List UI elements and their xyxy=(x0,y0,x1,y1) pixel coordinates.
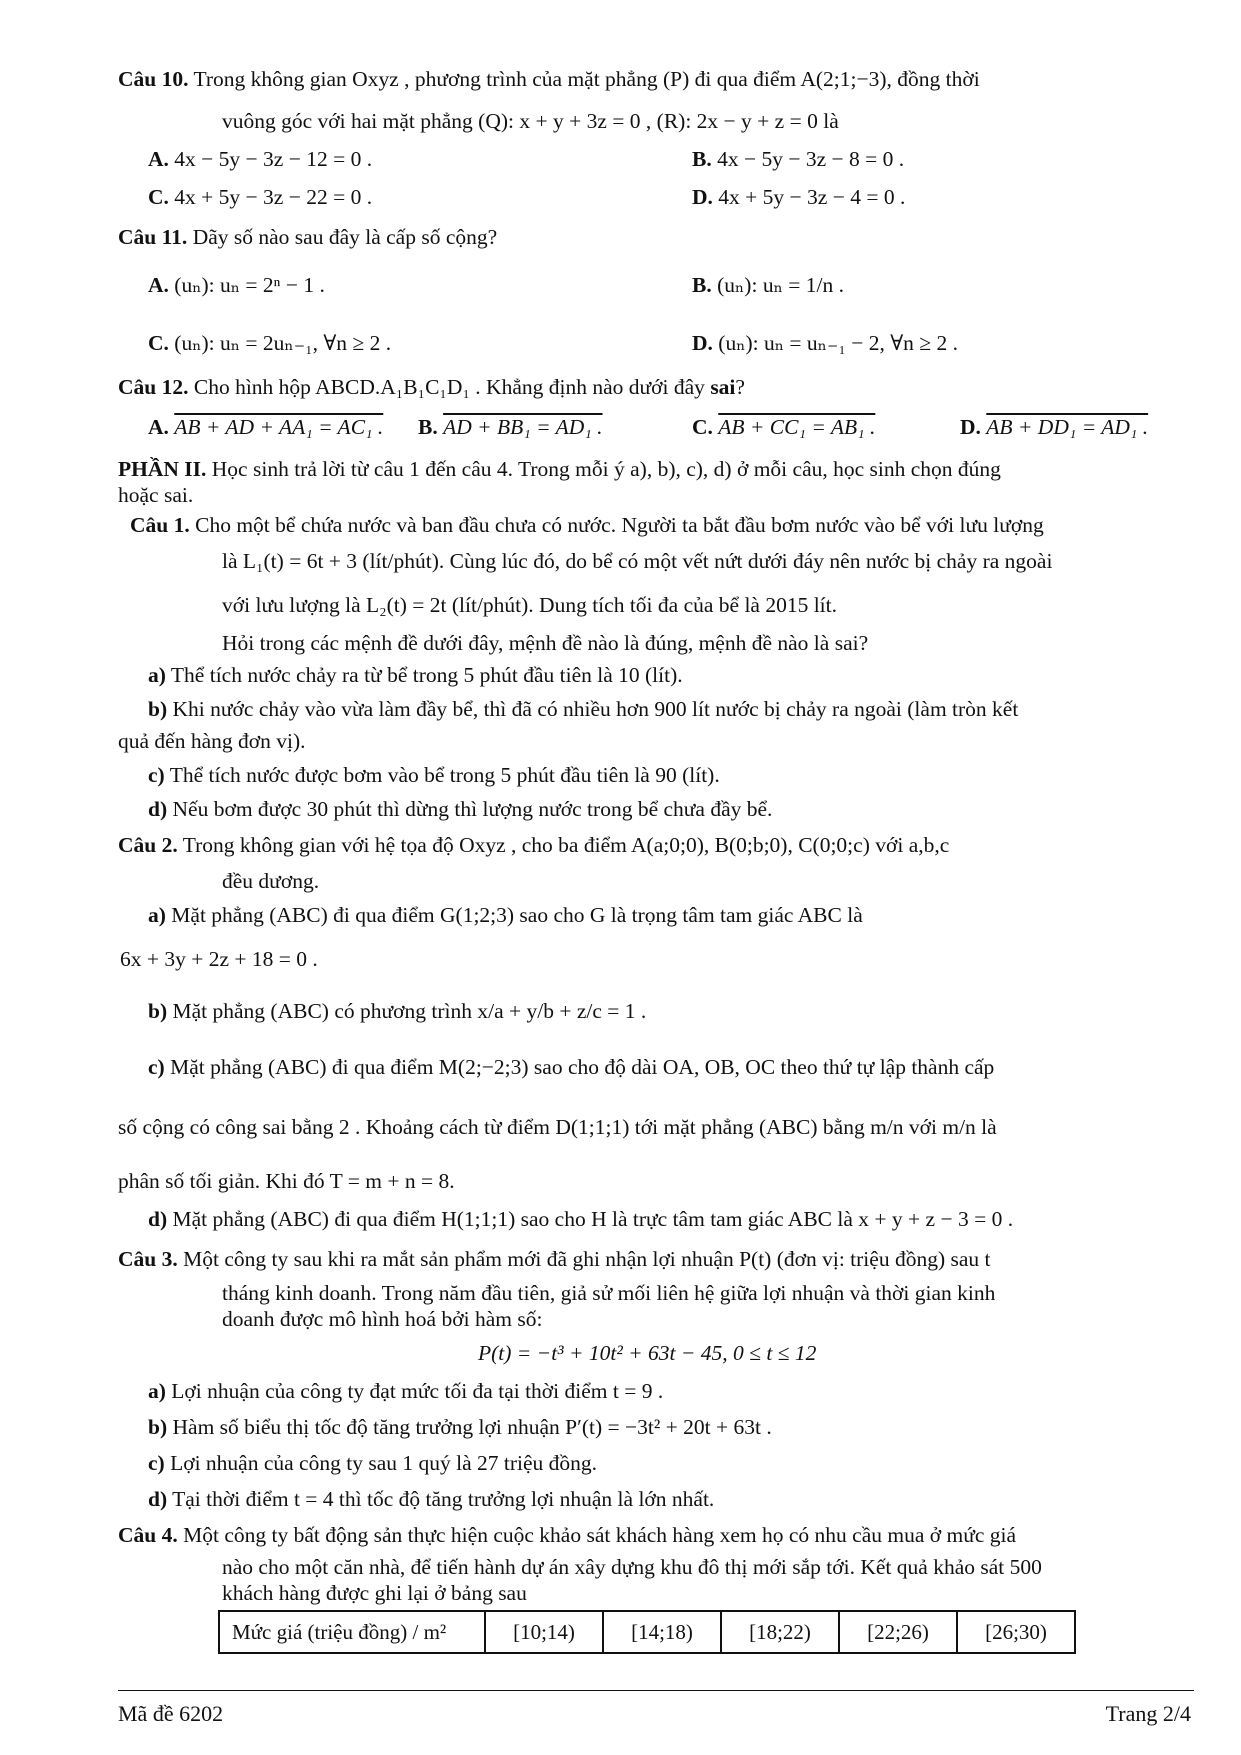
option-value: (uₙ): uₙ = 1/n . xyxy=(717,273,844,297)
item-key: c) xyxy=(148,1055,165,1079)
p2-label: Câu 2. xyxy=(118,833,178,857)
q11-stem xyxy=(118,224,497,251)
item-key: b) xyxy=(148,999,168,1023)
table-row xyxy=(219,1611,1075,1653)
q12-emphasis: sai xyxy=(710,375,736,399)
option-value: 4x + 5y − 3z − 22 = 0 . xyxy=(174,185,373,209)
table-cell: [18;22) xyxy=(721,1611,839,1653)
option-key: C. xyxy=(148,185,169,209)
table-cell: [22;26) xyxy=(839,1611,957,1653)
p2-item-d xyxy=(148,1206,1013,1233)
q10-text-1: Trong không gian Oxyz , phương trình của mặt phẳng (P) đi qua điểm A(2;1;−3), đồng thời xyxy=(193,67,980,91)
q12-stem xyxy=(118,374,745,401)
table-cell: [14;18) xyxy=(603,1611,721,1653)
p3-stem-line3: doanh được mô hình hoá bởi hàm số: xyxy=(222,1307,543,1331)
p4-label: Câu 4. xyxy=(118,1523,178,1547)
p4-stem-line2: nào cho một căn nhà, để tiến hành dự án xây dựng khu đô thị mới sắp tới. Kết quả khảo sát 500 xyxy=(222,1555,1042,1579)
p2-item-a-cont: 6x + 3y + 2z + 18 = 0 . xyxy=(120,947,318,971)
p2-item-a xyxy=(148,902,863,929)
p3-item-a xyxy=(148,1378,663,1405)
option-value: AD + BB₁ = AD₁ . xyxy=(443,415,603,439)
option-key: B. xyxy=(418,415,438,439)
item-key: b) xyxy=(148,697,168,721)
item-text: Mặt phẳng (ABC) có phương trình x/a + y/b + z/c = 1 . xyxy=(172,999,647,1023)
item-key: d) xyxy=(148,1207,168,1231)
p1-text: Cho một bể chứa nước và ban đầu chưa có nước. Người ta bắt đầu bơm nước vào bể với lưu lượng xyxy=(195,513,1044,537)
item-text: Khi nước chảy vào vừa làm đầy bể, thì đã có nhiều hơn 900 lít nước bị chảy ra ngoài (làm tròn kết xyxy=(172,697,1019,721)
part2-text: Học sinh trả lời từ câu 1 đến câu 4. Trong mỗi ý a), b), c), d) ở mỗi câu, học sinh chọn đúng xyxy=(211,457,1001,481)
q10-option-b xyxy=(692,146,904,173)
p2-item-b xyxy=(148,998,646,1025)
p3-stem-line2: tháng kinh doanh. Trong năm đầu tiên, giả sử mối liên hệ giữa lợi nhuận và thời gian kinh xyxy=(222,1281,996,1305)
item-key: a) xyxy=(148,903,166,927)
q12-text-end: ? xyxy=(735,375,745,399)
p3-item-c xyxy=(148,1450,597,1477)
option-key: C. xyxy=(148,331,169,355)
option-key: A. xyxy=(148,147,169,171)
item-key: d) xyxy=(148,797,168,821)
part2-label: PHẦN II. xyxy=(118,457,207,481)
p2-stem-line1 xyxy=(118,832,949,859)
p3-item-d xyxy=(148,1486,714,1513)
item-key: b) xyxy=(148,1415,168,1439)
q12-option-d xyxy=(960,414,1148,441)
p3-label: Câu 3. xyxy=(118,1247,178,1271)
q11-option-c xyxy=(148,330,391,357)
part2-heading xyxy=(118,456,1001,483)
p2-item-c-cont2: phân số tối giản. Khi đó T = m + n = 8. xyxy=(118,1169,455,1193)
p3-stem-line1 xyxy=(118,1246,991,1273)
item-text: Lợi nhuận của công ty đạt mức tối đa tại thời điểm t = 9 . xyxy=(171,1379,664,1403)
q10-label: Câu 10. xyxy=(118,67,189,91)
q11-option-d xyxy=(692,330,958,357)
option-key: C. xyxy=(692,415,713,439)
option-value: (uₙ): uₙ = uₙ₋₁ − 2, ∀n ≥ 2 . xyxy=(718,331,958,355)
item-key: a) xyxy=(148,1379,166,1403)
p1-item-b-cont: quả đến hàng đơn vị). xyxy=(118,729,306,753)
p1-item-a xyxy=(148,662,683,689)
item-key: d) xyxy=(148,1487,168,1511)
item-text: Mặt phẳng (ABC) đi qua điểm G(1;2;3) sao cho G là trọng tâm tam giác ABC là xyxy=(171,903,863,927)
p1-item-b xyxy=(148,696,1018,723)
q12-text: Cho hình hộp ABCD.A₁B₁C₁D₁ . Khẳng định nào dưới đây xyxy=(193,375,705,399)
table-cell: [26;30) xyxy=(957,1611,1075,1653)
q11-label: Câu 11. xyxy=(118,225,188,249)
p1-stem-line3: với lưu lượng là L₂(t) = 2t (lít/phút). Dung tích tối đa của bể là 2015 lít. xyxy=(222,593,838,617)
option-value: 4x + 5y − 3z − 4 = 0 . xyxy=(718,185,906,209)
table-header-cell: Mức giá (triệu đồng) / m² xyxy=(219,1611,485,1653)
q12-option-c xyxy=(692,414,875,441)
q10-stem-line2: vuông góc với hai mặt phẳng (Q): x + y + 3z = 0 , (R): 2x − y + z = 0 là xyxy=(222,109,839,133)
item-key: a) xyxy=(148,663,166,687)
option-value: (uₙ): uₙ = 2uₙ₋₁, ∀n ≥ 2 . xyxy=(174,331,392,355)
p1-label: Câu 1. xyxy=(130,513,190,537)
p1-item-d xyxy=(148,796,772,823)
p4-stem-line1 xyxy=(118,1522,1016,1549)
p3-item-b xyxy=(148,1414,772,1441)
item-key: c) xyxy=(148,1451,165,1475)
q11-text: Dãy số nào sau đây là cấp số cộng? xyxy=(192,225,498,249)
p3-text: Một công ty sau khi ra mắt sản phẩm mới đã ghi nhận lợi nhuận P(t) (đơn vị: triệu đồng) sau t xyxy=(183,1247,991,1271)
option-key: D. xyxy=(960,415,981,439)
p2-text: Trong không gian với hệ tọa độ Oxyz , cho ba điểm A(a;0;0), B(0;b;0), C(0;0;c) với a,b,c xyxy=(182,833,950,857)
item-text: Mặt phẳng (ABC) đi qua điểm M(2;−2;3) sao cho độ dài OA, OB, OC theo thứ tự lập thành cấp xyxy=(170,1055,995,1079)
p4-text: Một công ty bất động sản thực hiện cuộc khảo sát khách hàng xem họ có nhu cầu mua ở mức giá xyxy=(183,1523,1017,1547)
item-text: Hàm số biểu thị tốc độ tăng trưởng lợi nhuận P′(t) = −3t² + 20t + 63t . xyxy=(172,1415,772,1439)
footer-divider xyxy=(118,1690,1194,1691)
q12-option-b xyxy=(418,414,603,441)
p2-item-c xyxy=(148,1054,994,1081)
q10-option-a xyxy=(148,146,372,173)
item-text: Thể tích nước chảy ra từ bể trong 5 phút đầu tiên là 10 (lít). xyxy=(170,663,683,687)
option-value: 4x − 5y − 3z − 8 = 0 . xyxy=(717,147,905,171)
item-text: Nếu bơm được 30 phút thì dừng thì lượng nước trong bể chưa đầy bể. xyxy=(172,797,773,821)
item-text: Mặt phẳng (ABC) đi qua điểm H(1;1;1) sao cho H là trực tâm tam giác ABC là x + y + z − 3 = 0 . xyxy=(172,1207,1014,1231)
option-key: A. xyxy=(148,415,169,439)
p1-stem-line4: Hỏi trong các mệnh đề dưới đây, mệnh đề nào là đúng, mệnh đề nào là sai? xyxy=(222,631,869,655)
p1-item-c xyxy=(148,762,720,789)
option-key: B. xyxy=(692,147,712,171)
item-key: c) xyxy=(148,763,165,787)
q10-option-c xyxy=(148,184,372,211)
part2-line2: hoặc sai. xyxy=(118,483,194,507)
p1-stem-line1 xyxy=(130,512,1044,539)
q11-option-a xyxy=(148,272,325,299)
q10-stem-line1 xyxy=(118,66,980,93)
item-text: Thể tích nước được bơm vào bể trong 5 phút đầu tiên là 90 (lít). xyxy=(169,763,720,787)
q12-label: Câu 12. xyxy=(118,375,189,399)
exam-code: Mã đề 6202 xyxy=(118,1701,224,1726)
p2-stem-line2: đều dương. xyxy=(222,869,320,893)
option-value: 4x − 5y − 3z − 12 = 0 . xyxy=(174,147,373,171)
option-key: D. xyxy=(692,331,713,355)
option-value: AB + CC₁ = AB₁ . xyxy=(718,415,876,439)
q10-option-d xyxy=(692,184,905,211)
price-survey-table xyxy=(218,1610,1076,1654)
item-text: Tại thời điểm t = 4 thì tốc độ tăng trưởng lợi nhuận là lớn nhất. xyxy=(172,1487,715,1511)
p3-formula: P(t) = −t³ + 10t² + 63t − 45, 0 ≤ t ≤ 12 xyxy=(478,1341,817,1365)
p1-stem-line2: là L₁(t) = 6t + 3 (lít/phút). Cùng lúc đó, do bể có một vết nứt dưới đáy nên nước bị chảy ra ngoài xyxy=(222,549,1053,573)
p4-stem-line3: khách hàng được ghi lại ở bảng sau xyxy=(222,1581,527,1605)
option-value: AB + AD + AA₁ = AC₁ . xyxy=(174,415,384,439)
option-value: AB + DD₁ = AD₁ . xyxy=(986,415,1149,439)
option-key: D. xyxy=(692,185,713,209)
option-key: A. xyxy=(148,273,169,297)
q12-option-a xyxy=(148,414,383,441)
q11-option-b xyxy=(692,272,844,299)
p2-item-c-cont: số cộng có công sai bằng 2 . Khoảng cách từ điểm D(1;1;1) tới mặt phẳng (ABC) bằng m/n với m/n là xyxy=(118,1115,997,1139)
table-cell: [10;14) xyxy=(485,1611,603,1653)
page-number: Trang 2/4 xyxy=(1105,1701,1191,1726)
item-text: Lợi nhuận của công ty sau 1 quý là 27 triệu đồng. xyxy=(170,1451,598,1475)
option-key: B. xyxy=(692,273,712,297)
option-value: (uₙ): uₙ = 2ⁿ − 1 . xyxy=(174,273,325,297)
